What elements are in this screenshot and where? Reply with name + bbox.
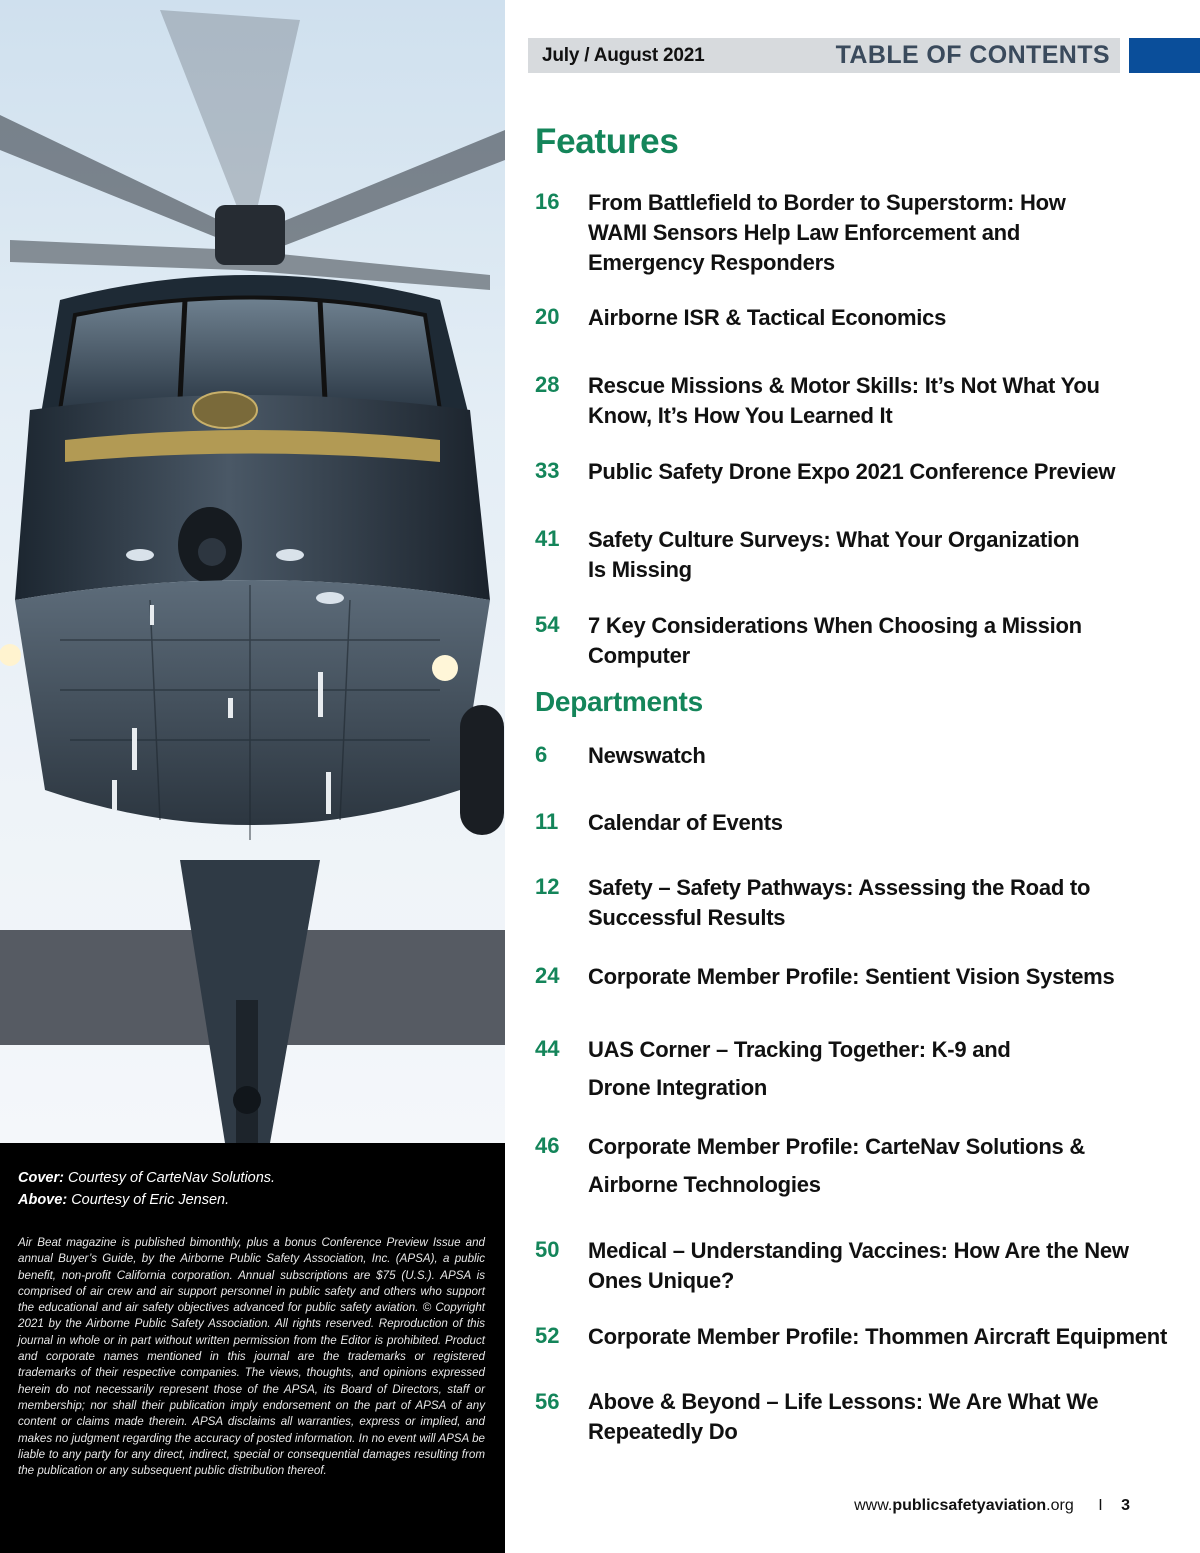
toc-article-title[interactable]: Corporate Member Profile: Sentient Vision Systems xyxy=(588,964,1115,989)
footer-separator: I xyxy=(1098,1497,1103,1514)
toc-page-number: 6 xyxy=(535,742,548,767)
toc-page-number: 11 xyxy=(535,809,559,834)
page-title: TABLE OF CONTENTS xyxy=(835,41,1110,69)
toc-article-title[interactable]: Calendar of Events xyxy=(588,810,783,835)
footer-site-suffix: .org xyxy=(1046,1497,1074,1514)
toc-article-title[interactable]: Medical – Understanding Vaccines: How Are the New Ones Unique? xyxy=(588,1238,1129,1293)
cover-credit-text: Courtesy of CarteNav Solutions. xyxy=(67,1170,276,1186)
cover-photo xyxy=(0,0,505,1143)
toc-article-title[interactable]: Safety – Safety Pathways: Assessing the Road to Successful Results xyxy=(588,875,1091,930)
header-bar xyxy=(528,38,1120,73)
toc-article-title[interactable]: UAS Corner – Tracking Together: K-9 and Drone Integration xyxy=(588,1037,1011,1100)
toc-page-number: 54 xyxy=(535,612,560,637)
footer-website-link[interactable] xyxy=(854,1497,1074,1514)
toc-article-title[interactable]: Public Safety Drone Expo 2021 Conference Preview xyxy=(588,459,1116,484)
footer-site-prefix: www. xyxy=(854,1497,893,1514)
toc-article-title[interactable]: Corporate Member Profile: Thommen Aircraft Equipment xyxy=(588,1324,1168,1349)
toc-page-number: 46 xyxy=(535,1133,560,1158)
toc-article-title[interactable]: From Battlefield to Border to Superstorm: How WAMI Sensors Help Law Enforcement and Emergency Responders xyxy=(588,190,1066,275)
toc-page-number: 56 xyxy=(535,1389,560,1414)
departments-heading: Departments xyxy=(535,686,703,717)
toc-article-title[interactable]: Corporate Member Profile: CarteNav Solutions & Airborne Technologies xyxy=(588,1134,1086,1197)
toc-article-title[interactable]: Airborne ISR & Tactical Economics xyxy=(588,305,947,330)
cover-credit xyxy=(18,1167,485,1189)
above-credit xyxy=(18,1189,485,1211)
header-accent-tab xyxy=(1129,38,1200,73)
toc-page-number: 20 xyxy=(535,304,560,329)
page-number: 3 xyxy=(1121,1497,1130,1514)
toc-article-title[interactable]: Rescue Missions & Motor Skills: It’s Not What You Know, It’s How You Learned It xyxy=(588,373,1100,428)
toc-article-title[interactable]: Above & Beyond – Life Lessons: We Are What We Repeatedly Do xyxy=(588,1389,1099,1444)
toc-page-number: 16 xyxy=(535,189,560,214)
toc-article-title[interactable]: 7 Key Considerations When Choosing a Mission Computer xyxy=(588,613,1082,668)
toc-page-number: 12 xyxy=(535,874,560,899)
footer-site-name: publicsafetyaviation xyxy=(892,1497,1047,1514)
toc-page-number: 24 xyxy=(535,963,560,988)
toc-page-number: 33 xyxy=(535,458,560,483)
toc-page-number: 28 xyxy=(535,372,560,397)
page-footer xyxy=(854,1497,1130,1515)
helicopter-illustration xyxy=(0,0,505,1143)
above-credit-text: Courtesy of Eric Jensen. xyxy=(71,1192,230,1208)
features-heading: Features xyxy=(535,122,679,161)
above-credit-label: Above: xyxy=(18,1192,68,1208)
toc-page-number: 50 xyxy=(535,1237,560,1262)
toc-page-number: 44 xyxy=(535,1036,560,1061)
cover-credit-label: Cover: xyxy=(18,1170,64,1186)
publication-disclaimer: Air Beat magazine is published bimonthly, plus a bonus Conference Preview Issue and annual Buyer’s Guide, by the Airborne Public Safety Association, Inc. (APSA), a public benefit, non-profit California corporation. Annual subscriptions are $75 (U.S.). APSA is comprised of air crew and air support personnel in public safety and others who support the educational and air safety objectives advanced for public safety aviation. © Copyright 2021 by the Airborne Public Safety Association. All rights reserved. Reproduction of this journal in whole or in part without written permission from the Editor is prohibited. Product and corporate names mentioned in this journal are the trademarks or registered trademarks of their respective companies. The views, thoughts, and opinions expressed herein do not necessarily represent those of the APSA, its Board of Directors, staff or membership; nor shall their publication imply endorsement on the part of APSA of any content or claims made therein. APSA disclaims all warranties, express or implied, and makes no judgment regarding the accuracy of posted information. In no event will APSA be liable to any party for any direct, indirect, special or consequential damages resulting from the publication or any subsequent public distribution thereof. xyxy=(18,1236,485,1478)
photo-caption-panel xyxy=(0,1143,505,1553)
toc-article-title[interactable]: Newswatch xyxy=(588,743,706,768)
toc-page-number: 52 xyxy=(535,1323,560,1348)
toc-article-title[interactable]: Safety Culture Surveys: What Your Organization Is Missing xyxy=(588,527,1080,582)
issue-date: July / August 2021 xyxy=(542,44,705,66)
toc-page-number: 41 xyxy=(535,526,560,551)
